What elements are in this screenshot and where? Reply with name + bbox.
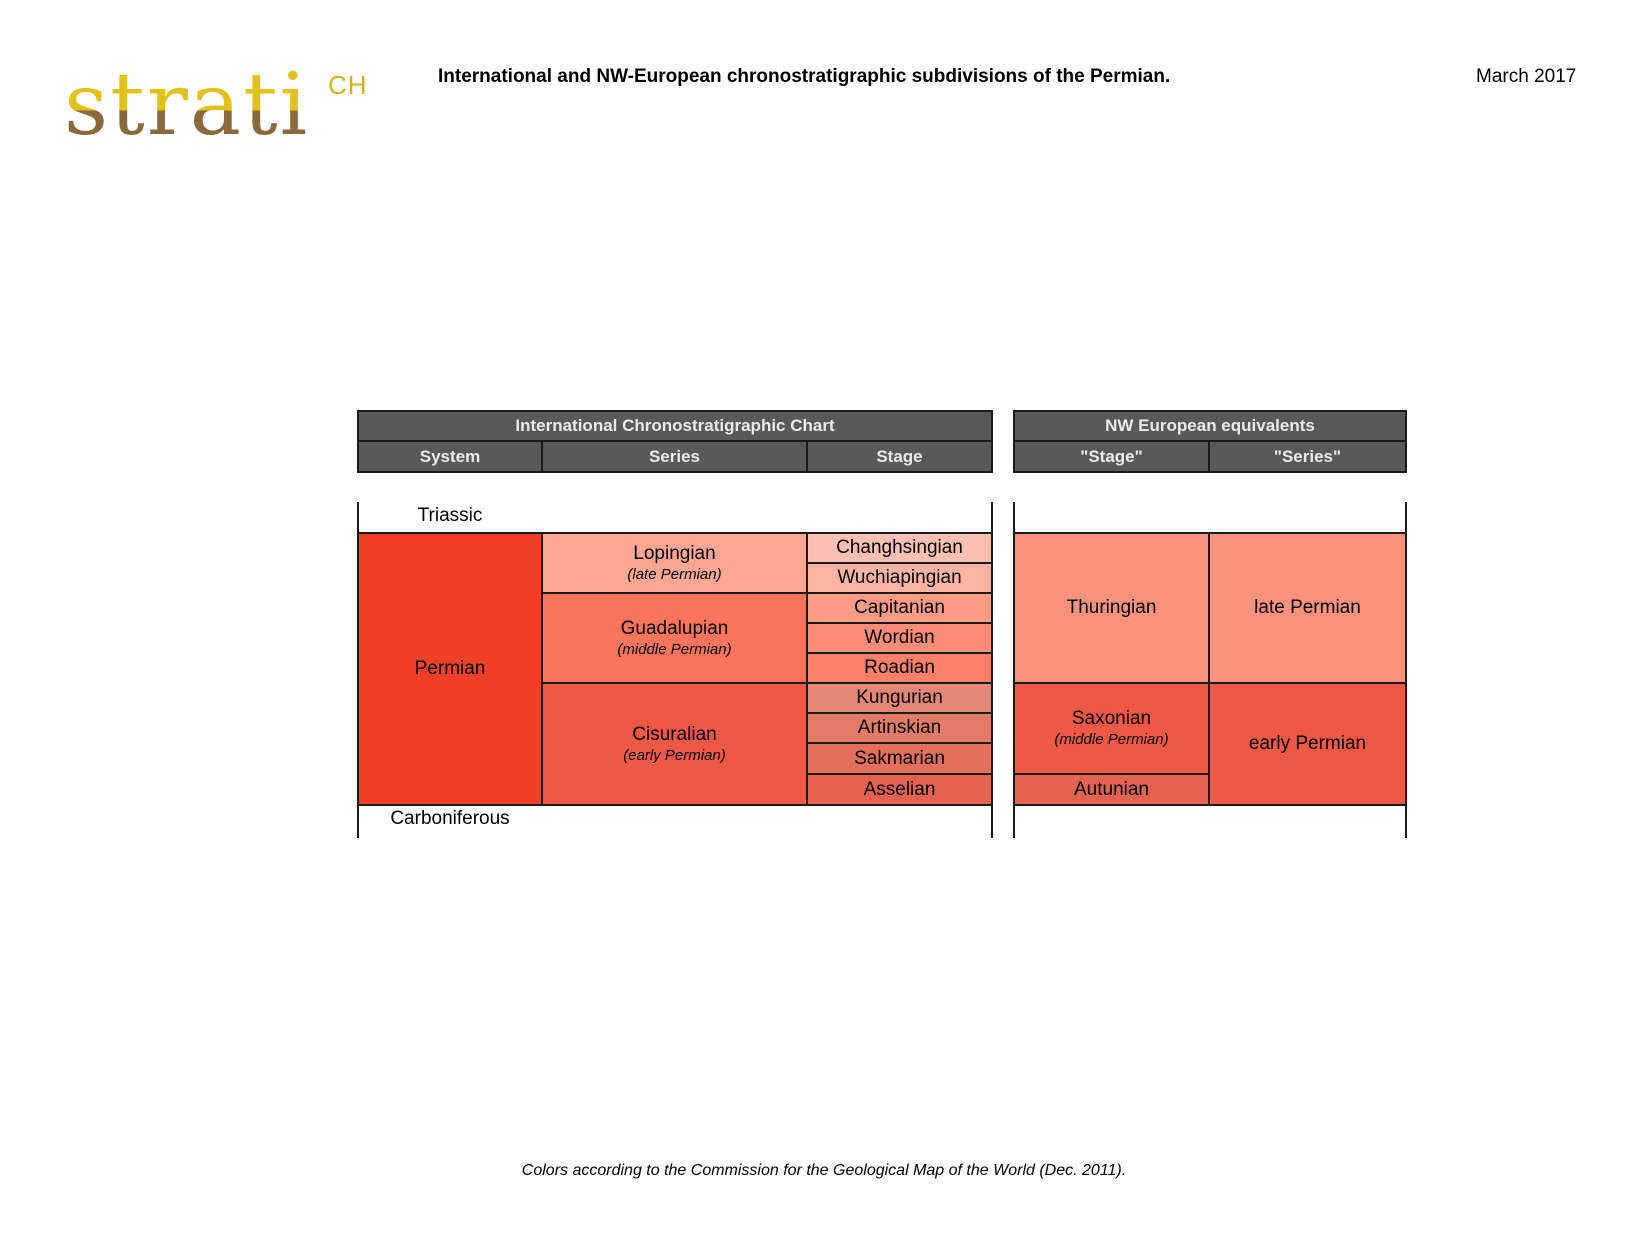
unit-above-triassic: Triassic [417, 505, 483, 526]
system-permian-label: Permian [414, 658, 486, 680]
column-header-nw-stage: "Stage" [1013, 440, 1210, 473]
nw-stage-thuringian [1013, 532, 1210, 684]
stage-label: Sakmarian [854, 747, 945, 769]
stage-roadian [806, 652, 993, 684]
stage-wordian [806, 622, 993, 654]
series-label: Lopingian [633, 542, 716, 564]
series-cisuralian [541, 682, 808, 806]
series-label: Guadalupian [620, 617, 729, 639]
nw-series-label: late Permian [1254, 597, 1361, 619]
stage-kungurian [806, 682, 993, 714]
system-permian [357, 532, 543, 806]
series-guadalupian [541, 592, 808, 684]
nw-stage-autunian [1013, 773, 1210, 806]
series-label: Cisuralian [632, 723, 717, 745]
boundary-line [991, 502, 993, 536]
boundary-line [991, 804, 993, 838]
nw-series-label: early Permian [1248, 733, 1367, 755]
international-chart-heading: International Chronostratigraphic Chart [357, 410, 993, 442]
page-title: International and NW-European chronostratigraphic subdivisions of the Permian. [438, 66, 1171, 87]
stage-sakmarian [806, 742, 993, 775]
nw-stage-sublabel: (middle Permian) [1054, 731, 1169, 748]
stage-capitanian [806, 592, 993, 624]
logo-suffix: CH [328, 70, 368, 100]
column-header-stage: Stage [806, 440, 993, 473]
nw-european-heading: NW European equivalents [1013, 410, 1407, 442]
series-sublabel: (late Permian) [627, 565, 722, 583]
stage-asselian [806, 773, 993, 806]
stage-changhsingian [806, 532, 993, 564]
stage-label: Kungurian [856, 687, 943, 709]
boundary-line [1013, 804, 1015, 838]
stage-artinskian [806, 712, 993, 744]
stage-label: Changhsingian [836, 537, 963, 559]
boundary-line [1405, 502, 1407, 536]
series-sublabel: (early Permian) [623, 746, 726, 764]
stage-label: Roadian [864, 657, 935, 679]
stage-label: Wuchiapingian [837, 567, 962, 589]
series-lopingian [541, 532, 808, 594]
svg-text:strati: strati [64, 55, 310, 142]
stage-label: Capitanian [854, 597, 945, 619]
stage-label: Asselian [863, 778, 936, 800]
nw-series-late-permian [1208, 532, 1407, 684]
nw-stage-saxonian [1013, 682, 1210, 775]
column-header-system: System [357, 440, 543, 473]
stage-wuchiapingian [806, 562, 993, 594]
footnote: Colors according to the Commission for the Geological Map of the World (Dec. 2011). [521, 1162, 1127, 1179]
boundary-line [1405, 804, 1407, 838]
nw-stage-label: Autunian [1073, 778, 1149, 800]
boundary-line [1013, 502, 1015, 536]
column-header-nw-series: "Series" [1208, 440, 1407, 473]
stage-label: Wordian [864, 627, 935, 649]
stage-label: Artinskian [857, 717, 942, 739]
nw-series-early-permian [1208, 682, 1407, 806]
nw-stage-label: Thuringian [1066, 597, 1157, 619]
unit-below-carboniferous: Carboniferous [390, 808, 510, 829]
nw-stage-label: Saxonian [1071, 708, 1152, 730]
column-header-series: Series [541, 440, 808, 473]
series-sublabel: (middle Permian) [617, 640, 732, 658]
document-date: March 2017 [1476, 66, 1577, 87]
stratich-logo [64, 52, 324, 142]
